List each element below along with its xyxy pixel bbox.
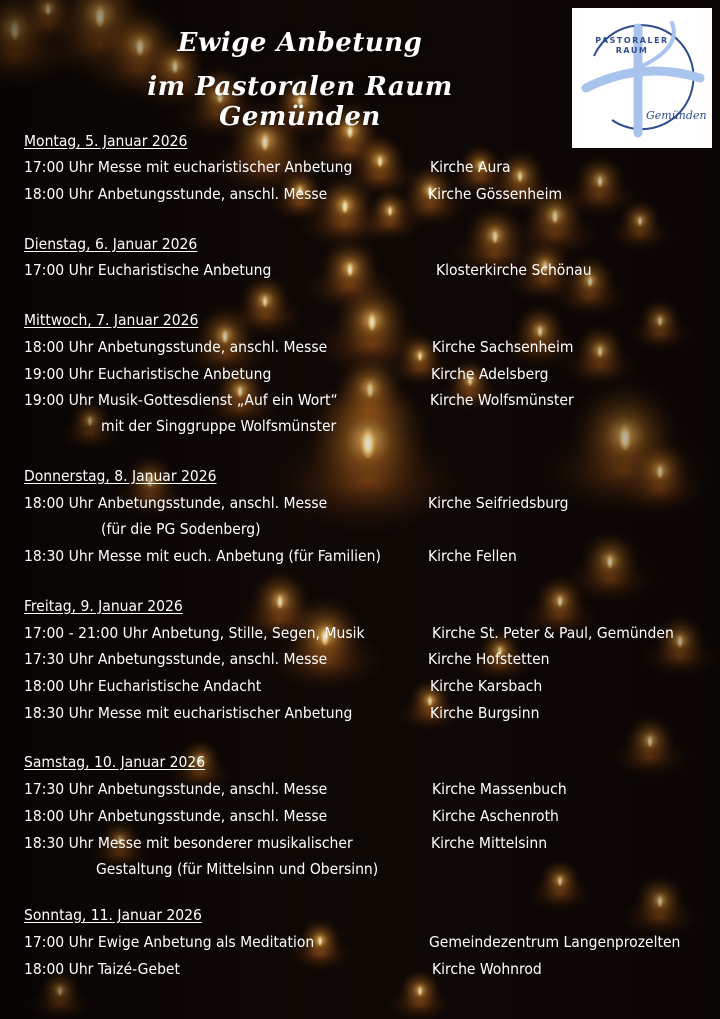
event-description: 18:30 Uhr Messe mit euch. Anbetung (für Familien) <box>24 547 381 565</box>
page-title-line-1: Ewige Anbetung <box>177 28 423 58</box>
day-heading-mittwoch: Mittwoch, 7. Januar 2026 <box>24 311 199 329</box>
event-description: 19:00 Uhr Musik-Gottesdienst „Auf ein Wort“ <box>24 391 338 409</box>
event-description: 18:00 Uhr Eucharistische Andacht <box>24 677 262 695</box>
event-description: 17:00 Uhr Messe mit eucharistischer Anbetung <box>24 158 353 176</box>
event-description: 18:30 Uhr Messe mit eucharistischer Anbetung <box>24 704 353 722</box>
event-location: Kirche Wohnrod <box>432 960 542 978</box>
event-description: 18:00 Uhr Anbetungsstunde, anschl. Messe <box>24 338 328 356</box>
logo-text-raum: RAUM <box>615 46 649 55</box>
event-location: Kirche Massenbuch <box>432 780 567 798</box>
event-location: Gemeindezentrum Langenprozelten <box>429 933 681 951</box>
event-description: 18:00 Uhr Anbetungsstunde, anschl. Messe <box>24 494 328 512</box>
event-location: Kirche Fellen <box>428 547 517 565</box>
logo-text-pastoraler: PASTORALER <box>595 36 669 45</box>
day-heading-montag: Montag, 5. Januar 2026 <box>24 132 188 150</box>
day-heading-sonntag: Sonntag, 11. Januar 2026 <box>24 906 202 924</box>
event-location: Kirche Sachsenheim <box>432 338 574 356</box>
event-continuation: mit der Singgruppe Wolfsmünster <box>101 417 337 435</box>
event-description: 18:00 Uhr Anbetungsstunde, anschl. Messe <box>24 185 328 203</box>
event-location: Kirche Gössenheim <box>428 185 563 203</box>
event-description: 18:00 Uhr Anbetungsstunde, anschl. Messe <box>24 807 328 825</box>
day-heading-freitag: Freitag, 9. Januar 2026 <box>24 597 183 615</box>
event-description: 17:30 Uhr Anbetungsstunde, anschl. Messe <box>24 780 328 798</box>
event-continuation: (für die PG Sodenberg) <box>101 520 261 538</box>
logo-emblem-icon <box>572 8 712 148</box>
event-location: Kirche Karsbach <box>430 677 543 695</box>
event-description: 18:30 Uhr Messe mit besonderer musikalischer <box>24 834 353 852</box>
event-description: 18:00 Uhr Taizé-Gebet <box>24 960 180 978</box>
event-description: 17:00 Uhr Eucharistische Anbetung <box>24 261 272 279</box>
event-description: 17:00 Uhr Ewige Anbetung als Meditation <box>24 933 315 951</box>
event-location: Kirche Aschenroth <box>432 807 559 825</box>
page-title-line-2: im Pastoralen Raum Gemünden <box>147 72 453 132</box>
event-location: Kirche Seifriedsburg <box>428 494 569 512</box>
event-location: Kirche Burgsinn <box>430 704 540 722</box>
pastoraler-raum-logo <box>572 8 712 148</box>
event-location: Kirche St. Peter & Paul, Gemünden <box>432 624 674 642</box>
day-heading-dienstag: Dienstag, 6. Januar 2026 <box>24 235 198 253</box>
event-description: 17:30 Uhr Anbetungsstunde, anschl. Messe <box>24 650 328 668</box>
day-heading-samstag: Samstag, 10. Januar 2026 <box>24 753 206 771</box>
event-description: 19:00 Uhr Eucharistische Anbetung <box>24 365 272 383</box>
event-location: Klosterkirche Schönau <box>436 261 592 279</box>
event-location: Kirche Adelsberg <box>431 365 549 383</box>
logo-text-city: Gemünden <box>646 109 707 122</box>
event-description: 17:00 - 21:00 Uhr Anbetung, Stille, Segen, Musik <box>24 624 365 642</box>
event-location: Kirche Wolfsmünster <box>430 391 574 409</box>
event-location: Kirche Aura <box>430 158 511 176</box>
day-heading-donnerstag: Donnerstag, 8. Januar 2026 <box>24 467 217 485</box>
event-location: Kirche Hofstetten <box>428 650 550 668</box>
event-continuation: Gestaltung (für Mittelsinn und Obersinn) <box>96 860 379 878</box>
event-location: Kirche Mittelsinn <box>431 834 548 852</box>
